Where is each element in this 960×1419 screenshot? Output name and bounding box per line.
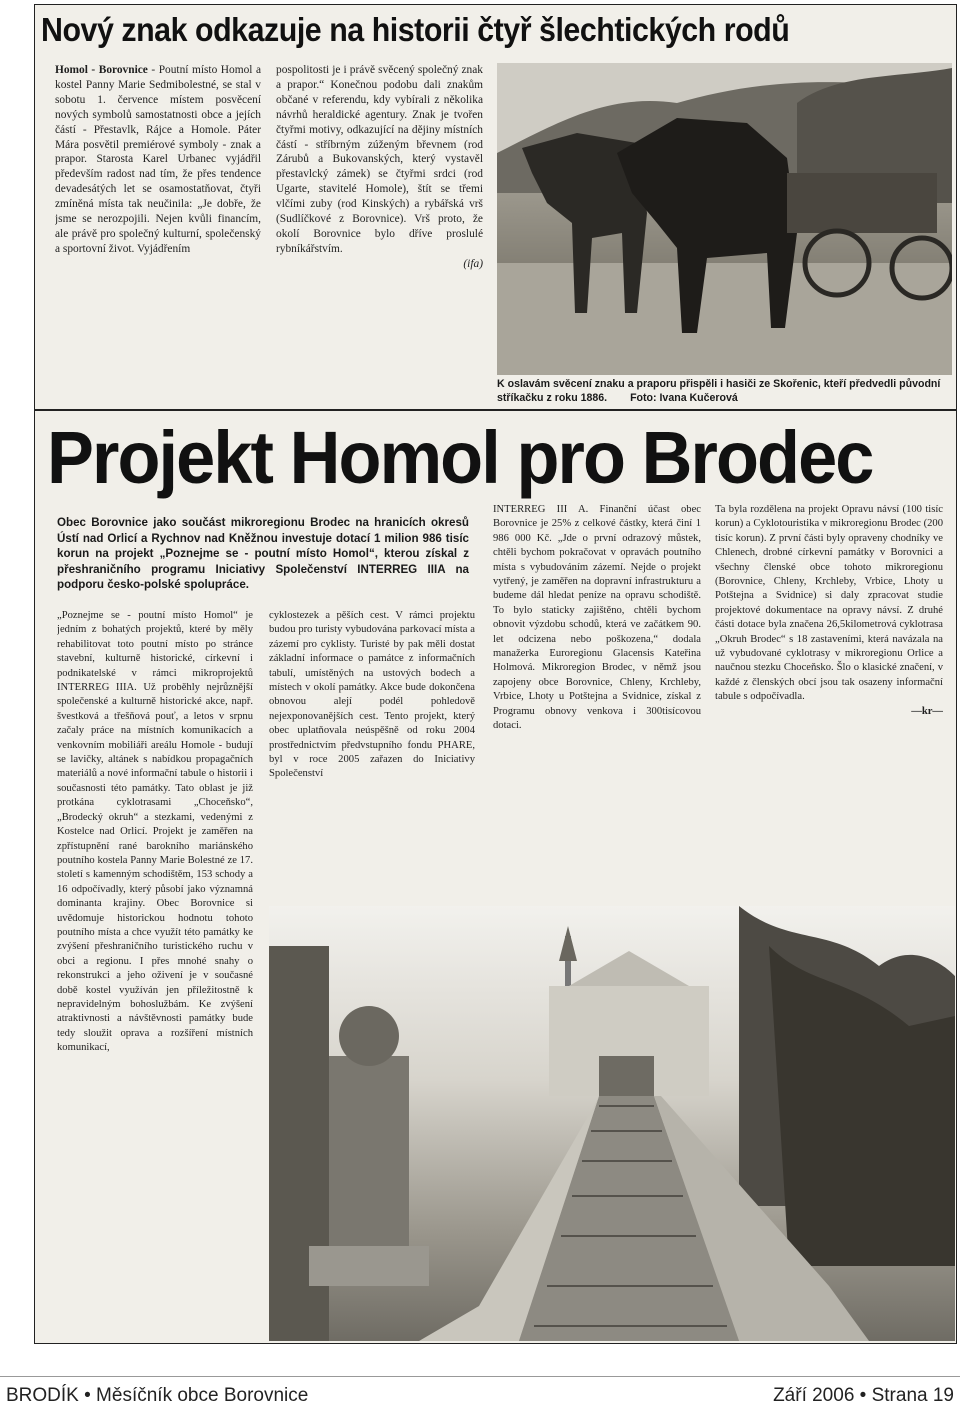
horses-fire-pump-photo [497,63,952,375]
article-1-signature: (ifa) [463,257,483,270]
article-1-column-1-text: - Poutní místo Homol a kostel Panny Marie Sedmibolestné, se stal v sobotu 1. července místem posvěcení nových symbolů samostatnosti obce a jejích částí - Přestavlk, Rájce a Homole. Páter Mára posvětil premiérové symboly - znak a prapor. Starosta Karel Urbanec vyjádřil především radost nad tím, že přes tendence devadesátých let se osamostatňovat, čtyři zmíněná místa tak neučinila: „Je dobře, že jsme se nerozpojili. Nejen kvůli financím, ale právě pro společný kulturní, společenský a sportovní život. Vyjádřením [55,64,261,255]
article-2-lead: Obec Borovnice jako součást mikroregionu Brodec na hranicích okresů Ústí nad Orlicí a Rychnov nad Kněžnou investuje dotací 1 milion 986 tisíc korun na projekt „Poznejme se - poutní místo Homol“, kterou získal z přeshraničního programu Iniciativy Společenství INTERREG IIIA na podporu česko-polské spolupráce. [57,516,469,591]
article-1-column-2 [276,63,483,405]
article-2-column-2: cyklostezek a pěších cest. V rámci projektu budou pro turisty vybudována parkovací místa a zázemí pro cyklisty. Turisté by pak měli dostat základní informace o památce z informačních tabulí, umístěných na ustových bodech a místech v okolí památky. Akce bude dokončena obnovou alejí podél pohledově nejexponovanějších cest. Tento projekt, který obec uplatňovala neúspěšně od roku 2004 prostřednictvím předvstupního fondu PHARE, byl v roce 2005 zařazen do Iniciativy Společenství [269,610,475,780]
photo-1-caption-text: K oslavám svěcení znaku a praporu přispěli i hasiči ze Skořenic, kteří předvedli původní stříkačku z roku 1886. [497,378,941,404]
article-1-headline: Nový znak odkazuje na historii čtyř šlechtických rodů [41,11,790,48]
homol-church-staircase-photo [269,906,955,1341]
page-footer [0,1376,960,1419]
article-1-dateline: Homol - Borovnice [55,64,148,76]
article-2-column-4-text: Ta byla rozdělena na projekt Opravu návsí (100 tisíc korun) a Cyklotouristika v mikroregionu Brodec (200 tisíc korun). Z první části byly opraveny chodníky ve Chlenech, drobné církevní památky v Borovnici a všechny členské obce tohoto mikroregionu (Borovnice, Chleny, Krchleby, Vrbice, Lhoty u Potštejna a Svidnice) si daly zpracovat studie projektové dokumentace na opravy návsí. Z druhé části dotace byla značena 26,5kilometrová cyklotrasa „Okruh Brodec“ s 18 zastaveními, která navázala na už vybudované cyklotrasy v mikroregionu Orlice a naučnou stezku Choceňsko. Šlo o klasické značení, v každé z členských obcí jsou tak osazeny informační tabule s odpočívadla. [715,504,943,703]
article-2-headline: Projekt Homol pro Brodec [47,416,873,499]
article-2-column-3: INTERREG III A. Finanční účast obec Borovnice je 25% z celkové částky, která činí 1 986 000 Kč. „Jde o první odrazový můstek, chtěli bychom pokračovat v opravách poutního místa s vybudováním zázemí. Nejde o projekt vytřený, je zaměřen na dopravní infrastrukturu a budeme dál hledat peníze na opravu schodiště. To bylo staticky zajištěno, chtěli bychom obnovit výzdobu schodů, která ve začátkem 90. let odcizena nebo poškozena,“ dodala manažerka Euroregionu Glacensis Kateřina Holmová. Mikroregion Brodec, v němž jsou zapojeny obce Borovnice, Chleny, Krchleby, Vrbice, Lhoty u Potštejna a Svidnice, získal z Programu obnovy venkova i 300tisícovou dotaci. [493,504,701,732]
article-1-column-2-text: pospolitosti je i právě svěcený společný znak a prapor.“ Konečnou podobu dali znakům občané v referendu, kdy vybírali z několika návrhů heraldické agentury. Znak je tvořen čtyřmi motivy, odkazující na dějiny místních částí - stříbrným zúženým břevnem (rod Zárubů a Bukovanských, který vystavěl přestavlcký zámek) se čtyřmi srdci (rod Ugarte, stavitelé Homole), štít se třemi vlčími zuby (rod Kinských) a rybářská vrš (Sudlíčkové z Borovnice). Vrš proto, že okolí Borovnice bylo dříve proslulé rybníkářstvím. [276,64,483,255]
article-2-signature: —kr— [911,705,943,717]
horses-fire-pump-illustration [497,63,952,375]
article-1-column-1 [55,63,261,405]
photo-1-caption [497,377,952,405]
article-2-column-1: „Poznejme se - poutní místo Homol“ je jedním z bohatých projektů, které by měly rehabilitovat toto poutní místo po stránce stavební, kulturně historické, církevní i podnikatelské v rámci mikroprojektů INTERREG IIIA. Už proběhly nejrůznější společenské a kulturně historické akce, např. švestková a třešňová pouť, a letos v srpnu začaly práce na místních komunikacích a venkovním mobiliáři areálu Homole - budují se lavičky, altánek s nabídkou propagačních materiálů a nové informační tabule o historii i současnosti této památky. Tato oblast je již protkána cyklotrasami „Choceňsko“, „Brodecký okruh“ a stezkami, vedenými z Kostelce nad Orlicí. Projekt je zaměřen na zpřístupnění rané barokního mariánského poutního kostela Panny Marie Bolestné ze 17. století s kamenným schodištěm, 153 schody a 16 odpočívadly, který působí jako významná dominanta krajiny. Obec Borovnice si uvědomuje historickou hodnotu tohoto poutního místa a chce využít této památky ke zvýšení přeshraničního turistického ruchu v obci a regionu. I přes mnohé snahy o rekonstrukci a jeho oživení je v současné době kostel využíván jen příležitostně k nepravidelným bohoslužbám. Ke zvýšení atraktivnosti a návštěvnosti památky bude tedy sloužit oprava a rozšíření místních komunikací, [57,610,253,1054]
photo-1-credit: Foto: Ivana Kučerová [630,392,738,404]
footer-publication: BRODÍK • Měsíčník obce Borovnice [6,1385,309,1406]
article-2-column-4 [715,503,943,899]
footer-date-page: Září 2006 • Strana 19 [773,1385,954,1406]
article-clipping-2 [34,410,957,1344]
church-staircase-illustration [269,906,955,1341]
article-clipping-1 [34,4,957,410]
